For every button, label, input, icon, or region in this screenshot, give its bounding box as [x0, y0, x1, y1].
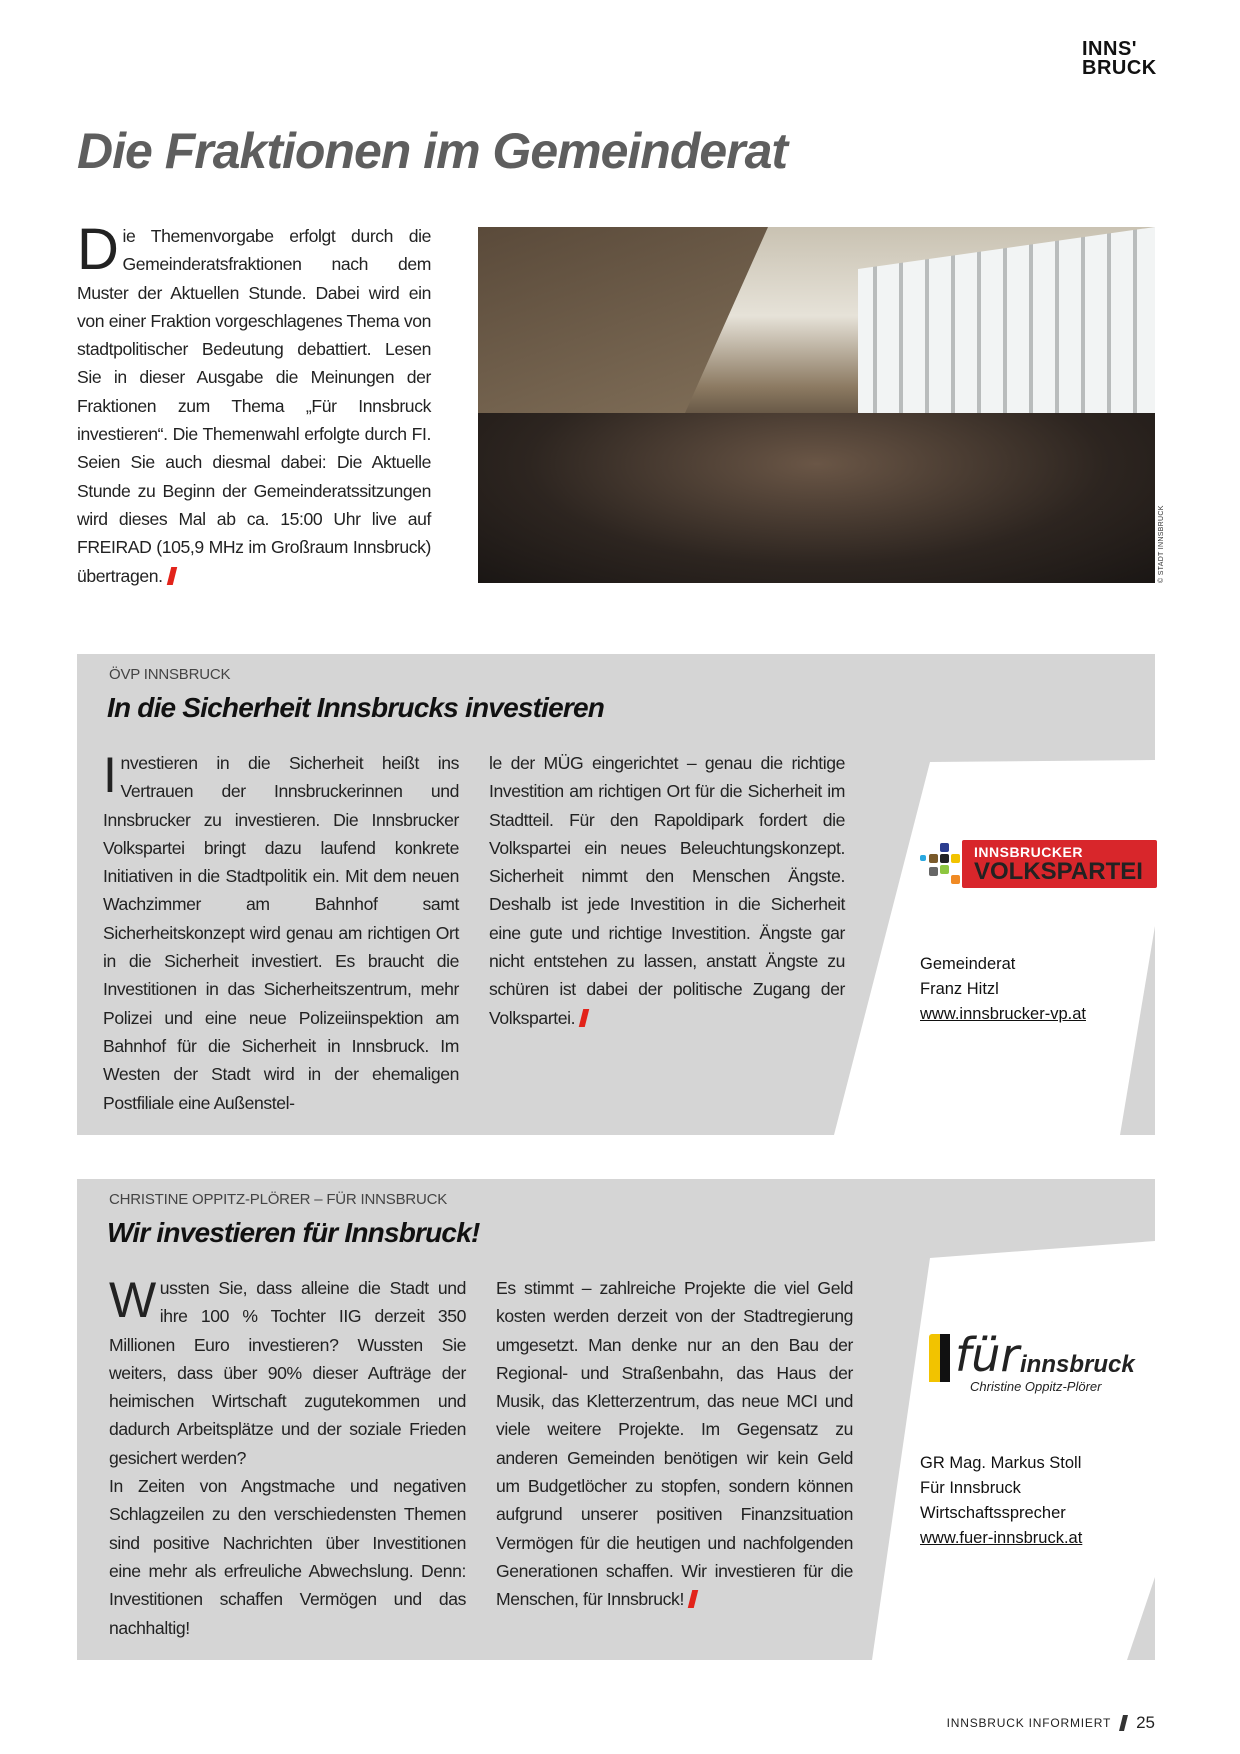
publication-name: INNSBRUCK INFORMIERT — [946, 1716, 1112, 1730]
article-kicker: CHRISTINE OPPITZ-PLÖRER – FÜR INNSBRUCK — [109, 1191, 448, 1208]
article-oevp — [77, 654, 1155, 1135]
party-website-link[interactable]: www.fuer-innsbruck.at — [920, 1529, 1083, 1547]
party-website-link[interactable]: www.innsbrucker-vp.at — [920, 1005, 1086, 1023]
article-title: Wir investieren für Innsbruck! — [107, 1217, 480, 1248]
end-mark-icon — [579, 1009, 589, 1027]
contact-block: GR Mag. Markus Stoll Für Innsbruck Wirtschaftssprecher www.fuer-innsbruck.at — [920, 1454, 1083, 1547]
volkspartei-logo: INNSBRUCKER VOLKSPARTEI — [920, 840, 1157, 888]
article-column-1: Investieren in die Sicherheit heißt ins Vertrauen der Innsbruckerinnen und Innsbrucker zu investieren. Die Innsbrucker Volkspartei bringt dazu laufend konkrete Initiativen in die Stadtpolitik ein. Mit dem neuen Wachzimmer am Bahnhof samt Sicherheitskonzept wird genau am richtigen Ort in die Sicherheit investiert. Es braucht die Investitionen in das Sicherheitszentrum, mehr Polizei und eine neue Polizeiinspektion am Bahnhof für die Sicherheit in Innsbruck. Im Westen der Stadt wird in der ehemaligen Postfiliale eine Außenstel- — [103, 747, 459, 1113]
dropcap: D — [77, 217, 119, 282]
end-mark-icon — [688, 1590, 698, 1608]
innsbruck-logo: INNS' BRUCK — [1082, 38, 1157, 79]
intro-text: Die Themenvorgabe erfolgt durch die Gemeinderatsfraktionen nach dem Muster der Aktuellen Stunde. Dabei wird ein von einer Fraktion vorgeschlagenes Thema von stadtpolitischer Bedeutung debattiert. Lesen Sie in dieser Ausgabe die Meinungen der Fraktionen zum Thema „Für Innsbruck investieren“. Die Themenwahl erfolgte durch FI. Seien Sie auch diesmal dabei: Die Aktuelle Stunde zu Beginn der Gemeinderatssitzungen wird dieses Mal ab ca. 15:00 Uhr live auf FREIRAD (105,9 MHz im Großraum Innsbruck) übertragen. — [77, 217, 431, 586]
page-footer — [947, 1713, 1155, 1733]
contact-block: Gemeinderat Franz Hitzl www.innsbrucker-vp.at — [920, 955, 1086, 1023]
separator-icon — [1119, 1715, 1128, 1731]
council-chamber-photo — [478, 227, 1155, 583]
article-kicker: ÖVP INNSBRUCK — [109, 666, 231, 683]
article-column-2: le der MÜG eingerichtet – genau die richtige Investition am richtigen Ort für die Sicherheit im Stadtteil. Für den Rapoldipark fordert die Volkspartei ein neues Beleuchtungskonzept. Sicherheit nimmt den Menschen Ängste. Deshalb ist jede Investition in die Sicherheit eine gute und richtige Investition. Ängste gar nicht entstehen zu lassen, anstatt Ängste zu schüren ist dabei der politische Zugang der Volkspartei. — [489, 753, 845, 1028]
end-mark-icon — [166, 567, 176, 585]
article-column-2: Es stimmt – zahlreiche Projekte die viel Geld kosten werden derzeit von der Stadtregierung umgesetzt. Man denke nur an den Bau der Regional- und Straßenbahn, das Haus der Musik, das Kletterzentrum, das neue MCI und viele weitere Projekte. Im Gegensatz zu anderen Gemeinden benötigen wir kein Geld um Budgetlöcher zu stopfen, sondern können aufgrund unserer positiven Finanzsituation Vermögen für die heutigen und nachfolgenden Generationen schaffen. Wir investieren für die Menschen, für Innsbruck! — [496, 1278, 853, 1610]
page-number: 25 — [1136, 1713, 1155, 1732]
page-title: Die Fraktionen im Gemeinderat — [77, 123, 788, 179]
fuer-innsbruck-logo: für innsbruck Christine Oppitz-Plörer — [927, 1334, 1157, 1399]
article-column-1: Wussten Sie, dass alleine die Stadt und ihre 100 % Tochter IIG derzeit 350 Millionen Euro investieren? Wussten Sie weiters, dass über 90% dieser Aufträge der heimischen Wirtschaft zugutekommen und dadurch Arbeitsplätze und der soziale Frieden gesichert werden? In Zeiten von Angstmache und negativen Schlagzeilen zu den verschiedensten Themen sind positive Nachrichten über Investitionen eine mehr als erfreuliche Abwechslung. Denn: Investitionen schaffen Vermögen und das nachhaltig! — [109, 1272, 466, 1638]
photo-credit: © STADT INNSBRUCK — [1158, 505, 1165, 583]
article-title: In die Sicherheit Innsbrucks investieren — [107, 692, 605, 723]
article-fuer-innsbruck — [77, 1179, 1155, 1660]
